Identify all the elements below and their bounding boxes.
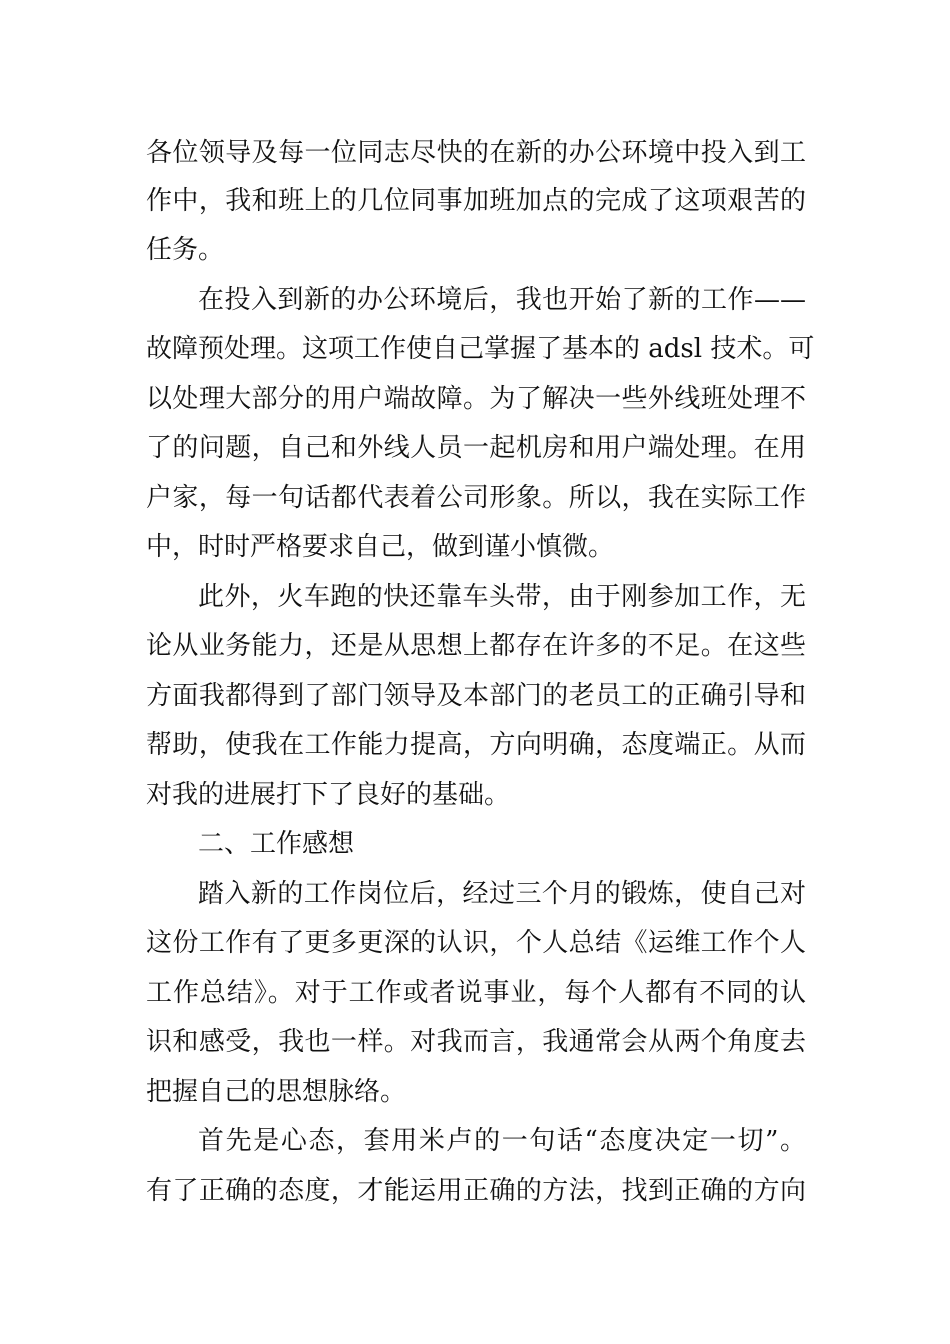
text-line: 作中，我和班上的几位同事加班加点的完成了这项艰苦的 [146,186,806,216]
text-line: 踏入新的工作岗位后，经过三个月的锻炼，使自己对 [198,879,806,909]
text-line: 中，时时严格要求自己，做到谨小慎微。 [146,532,615,562]
text-line: 此外，火车跑的快还靠车头带，由于刚参加工作，无 [198,582,806,612]
text-line: 把握自己的思想脉络。 [146,1077,407,1107]
text-line: 帮助，使我在工作能力提高，方向明确，态度端正。从而 [146,730,806,760]
text-line: 在投入到新的办公环境后，我也开始了新的工作—— [198,285,806,315]
text-line: 方面我都得到了部门领导及本部门的老员工的正确引导和 [146,681,806,711]
text-line: 有了正确的态度，才能运用正确的方法，找到正确的方向 [146,1176,806,1206]
text-line: 工作总结》。对于工作或者说事业，每个人都有不同的认 [146,978,806,1008]
text-line: 对我的进展打下了良好的基础。 [146,780,511,810]
text-line: 首先是心态，套用米卢的一句话“态度决定一切”。 [198,1126,806,1156]
text-line: 这份工作有了更多更深的认识，个人总结《运维工作个人 [146,928,806,958]
text-line: 识和感受，我也一样。对我而言，我通常会从两个角度去 [146,1027,806,1057]
text-line: 故障预处理。这项工作使自己掌握了基本的 adsl 技术。可 [146,334,815,364]
section-heading: 二、工作感想 [198,829,355,859]
text-line: 各位领导及每一位同志尽快的在新的办公环境中投入到工 [146,138,806,168]
text-line: 了的问题，自己和外线人员一起机房和用户端处理。在用 [146,433,806,463]
text-line: 以处理大部分的用户端故障。为了解决一些外线班处理不 [146,384,806,414]
text-line: 论从业务能力，还是从思想上都存在许多的不足。在这些 [146,631,806,661]
text-line: 任务。 [146,235,225,265]
text-line: 户家，每一句话都代表着公司形象。所以，我在实际工作 [146,483,806,513]
